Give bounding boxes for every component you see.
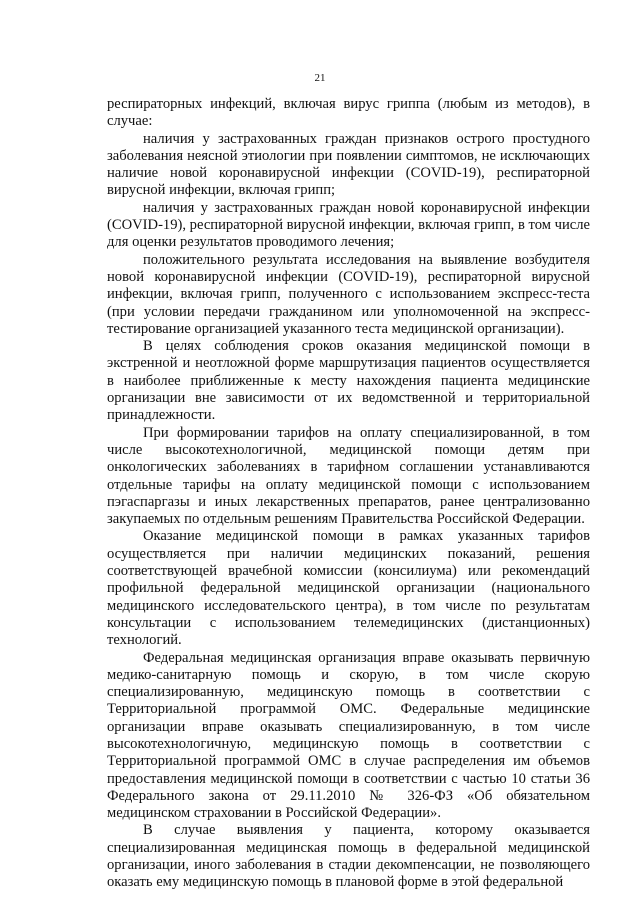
paragraph: положительного результата исследования на выявление возбудителя новой коронавирусной инфекции (COVID-19), респираторной вирусной инфекции, включая грипп, полученного с использованием экспресс-теста (при условии передачи гражданином или уполномоченной на экспресс-тестирование организацией указанного теста медицинской организации). (107, 251, 590, 337)
paragraph: респираторных инфекций, включая вирус гриппа (любым из методов), в случае: (107, 96, 590, 130)
paragraph: Оказание медицинской помощи в рамках указанных тарифов осуществляется при наличии медицинских показаний, решения соответствующей врачебной комиссии (консилиума) или рекомендаций профильной федеральной медицинской организации (национального медицинского исследовательского центра), в том числе по результатам консультации с использованием телемедицинских (дистанционных) технологий. (107, 528, 590, 649)
paragraph: наличия у застрахованных граждан признаков острого простудного заболевания неясной этиологии при появлении симптомов, не исключающих наличие новой коронавирусной инфекции (COVID-19), респираторной вирусной инфекции, включая грипп; (107, 130, 590, 199)
body-text (107, 96, 590, 892)
paragraph: наличия у застрахованных граждан новой коронавирусной инфекции (COVID-19), респираторной вирусной инфекции, включая грипп, в том числе для оценки результатов проводимого лечения; (107, 199, 590, 251)
paragraph: В случае выявления у пациента, которому оказывается специализированная медицинская помощь в федеральной медицинской организации, иного заболевания в стадии декомпенсации, не позволяющего оказать ему медицинскую помощь в плановой форме в этой федеральной (107, 822, 590, 891)
paragraph: При формировании тарифов на оплату специализированной, в том числе высокотехнологичной, медицинской помощи детям при онкологических заболеваниях в тарифном соглашении устанавливаются отдельные тарифы на оплату медицинской помощи с использованием пэгаспаргазы и иных лекарственных препаратов, ранее централизованно закупаемых по отдельным решениям Правительства Российской Федерации. (107, 424, 590, 528)
page-number: 21 (314, 72, 326, 84)
paragraph: В целях соблюдения сроков оказания медицинской помощи в экстренной и неотложной форме маршрутизация пациентов осуществляется в наиболее приближенные к месту нахождения пациента медицинские организации вне зависимости от их ведомственной и территориальной принадлежности. (107, 338, 590, 424)
paragraph: Федеральная медицинская организация вправе оказывать первичную медико-санитарную помощь и скорую, в том числе скорую специализированную, медицинскую помощь в соответствии с Территориальной программой ОМС. Федеральные медицинские организации вправе оказывать специализированную, в том числе высокотехнологичную, медицинскую помощь в соответствии с Территориальной программой ОМС в случае распределения им объемов предоставления медицинской помощи в соответствии с частью 10 статьи 36 Федерального закона от 29.11.2010 № 326-ФЗ «Об обязательном медицинском страховании в Российской Федерации». (107, 649, 590, 822)
